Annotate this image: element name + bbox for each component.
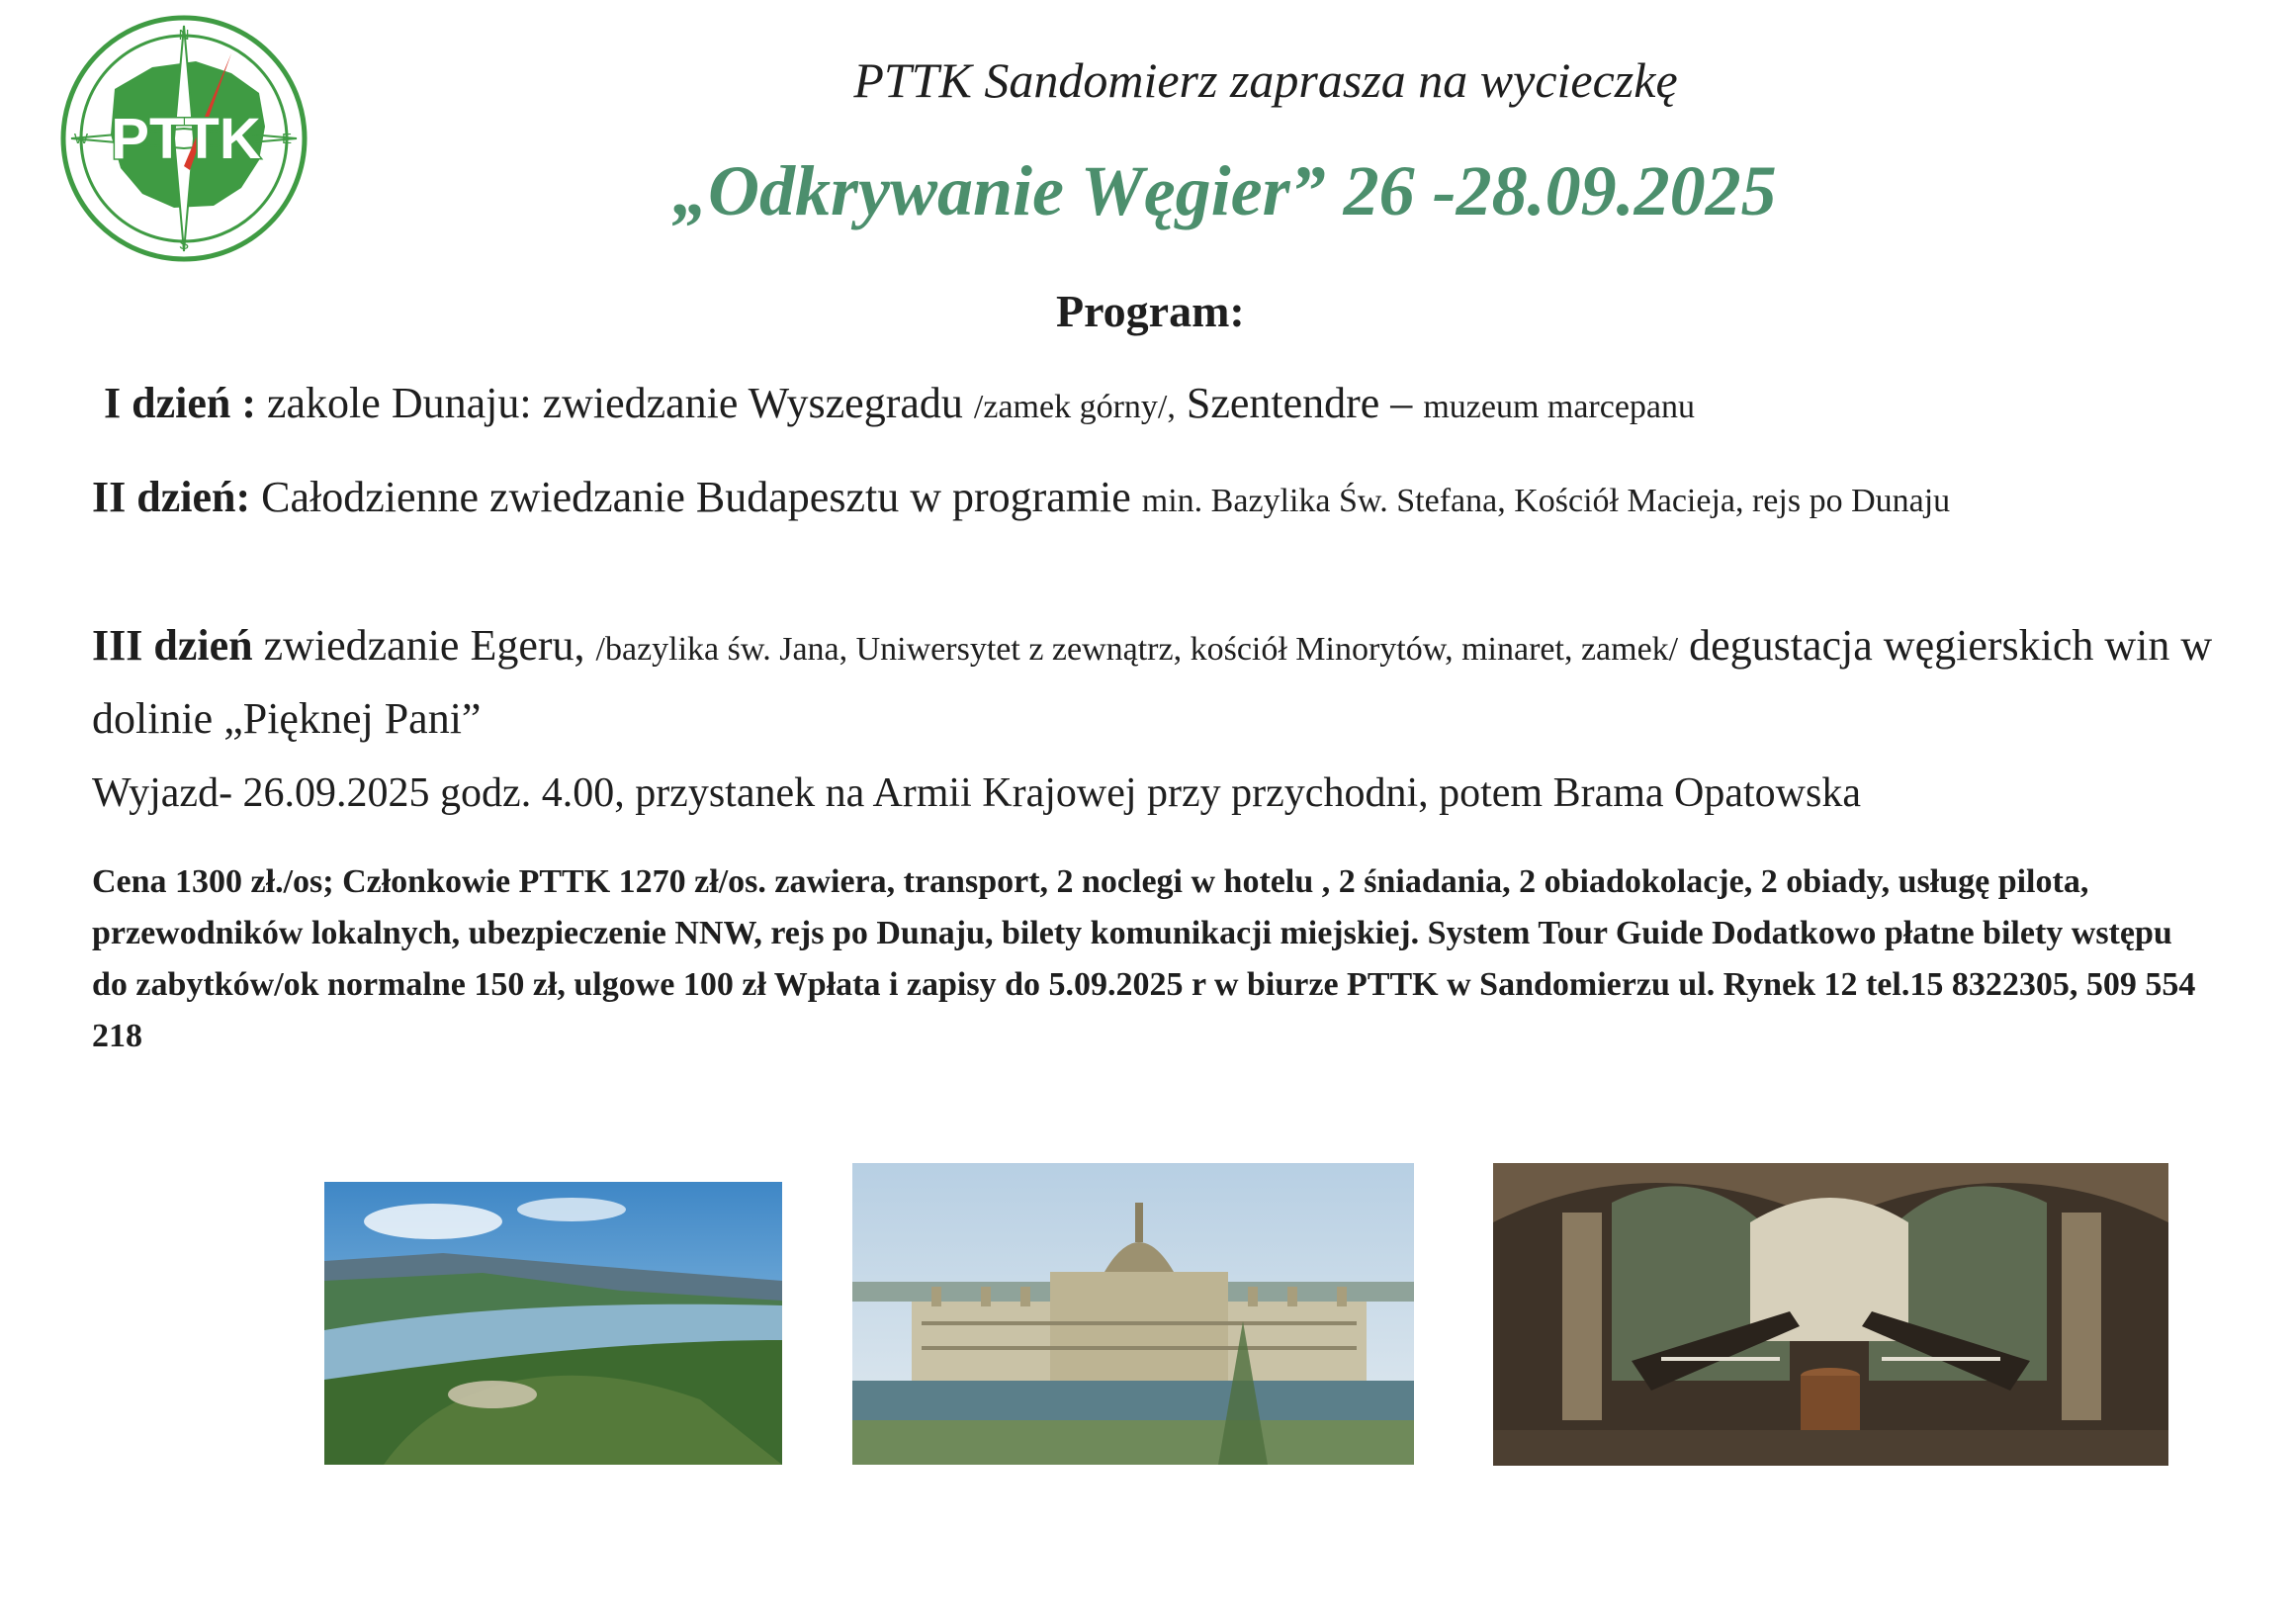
compass-w: W xyxy=(73,131,89,147)
compass-s: S xyxy=(178,236,190,253)
day-1 xyxy=(104,372,2230,439)
photo-danube-bend-graphic xyxy=(324,1182,782,1465)
day-1-main2: Szentendre – xyxy=(1175,379,1424,427)
invite-line: PTTK Sandomierz zaprasza na wycieczkę xyxy=(853,52,1678,108)
departure-info: Wyjazd- 26.09.2025 godz. 4.00, przystanek na Armii Krajowej przy przychodni, potem Brama Opatowska xyxy=(92,770,1861,816)
day-2-detail: min. Bazylika Św. Stefana, Kościół Macieja, rejs po Dunaju xyxy=(1141,483,1951,519)
day-2-label: II dzień: xyxy=(92,473,251,521)
price-info: Cena 1300 zł./os; Członkowie PTTK 1270 zł/os. zawiera, transport, 2 noclegi w hotelu , 2 śniadania, 2 obiadokolacje, 2 obiady, usługę pilota, przewodników lokalnych, ubezpieczenie NNW, rejs po Dunaju, bilety komunikacji miejskiej. System Tour Guide Dodatkowo płatne bilety wstępu do zabytków/ok normalne 150 zł, ulgowe 100 zł Wpłata i zapisy do 5.09.2025 r w biurze PTTK w Sandomierzu ul. Rynek 12 tel.15 8322305, 509 554 218 xyxy=(92,863,2196,1054)
photo-budapest-parliament-graphic xyxy=(852,1163,1414,1465)
day-3-detail: /bazylika św. Jana, Uniwersytet z zewnątrz, kościół Minorytów, minaret, zamek/ xyxy=(595,631,1679,668)
compass-n: N xyxy=(178,27,190,44)
day-1-detail2: muzeum marcepanu xyxy=(1423,389,1696,425)
day-1-detail: /zamek górny/, xyxy=(973,389,1176,425)
photo-wine-cellar xyxy=(1493,1163,2168,1466)
compass-e: E xyxy=(281,131,293,147)
day-2-main: Całodzienne zwiedzanie Budapesztu w programie xyxy=(250,473,1142,521)
day-3-main2: degustacja węgierskich win w dolinie „Pięknej Pani” xyxy=(92,621,2213,743)
photo-danube-bend xyxy=(324,1182,782,1465)
pttk-logo xyxy=(57,12,310,265)
photo-wine-cellar-graphic xyxy=(1493,1163,2168,1466)
logo-text: PTTK xyxy=(111,107,261,171)
day-1-main: zakole Dunaju: zwiedzanie Wyszegradu xyxy=(256,379,974,427)
day-2 xyxy=(92,465,2218,534)
day-3-main: zwiedzanie Egeru, xyxy=(252,621,596,670)
photo-budapest-parliament xyxy=(852,1163,1414,1465)
day-3-label: III dzień xyxy=(92,621,253,670)
day-3 xyxy=(92,611,2218,754)
trip-title: „Odkrywanie Węgier” 26 -28.09.2025 xyxy=(672,151,1777,230)
day-1-label: I dzień : xyxy=(104,379,256,427)
pttk-logo-graphic xyxy=(57,12,310,265)
program-heading: Program: xyxy=(1056,286,1245,336)
